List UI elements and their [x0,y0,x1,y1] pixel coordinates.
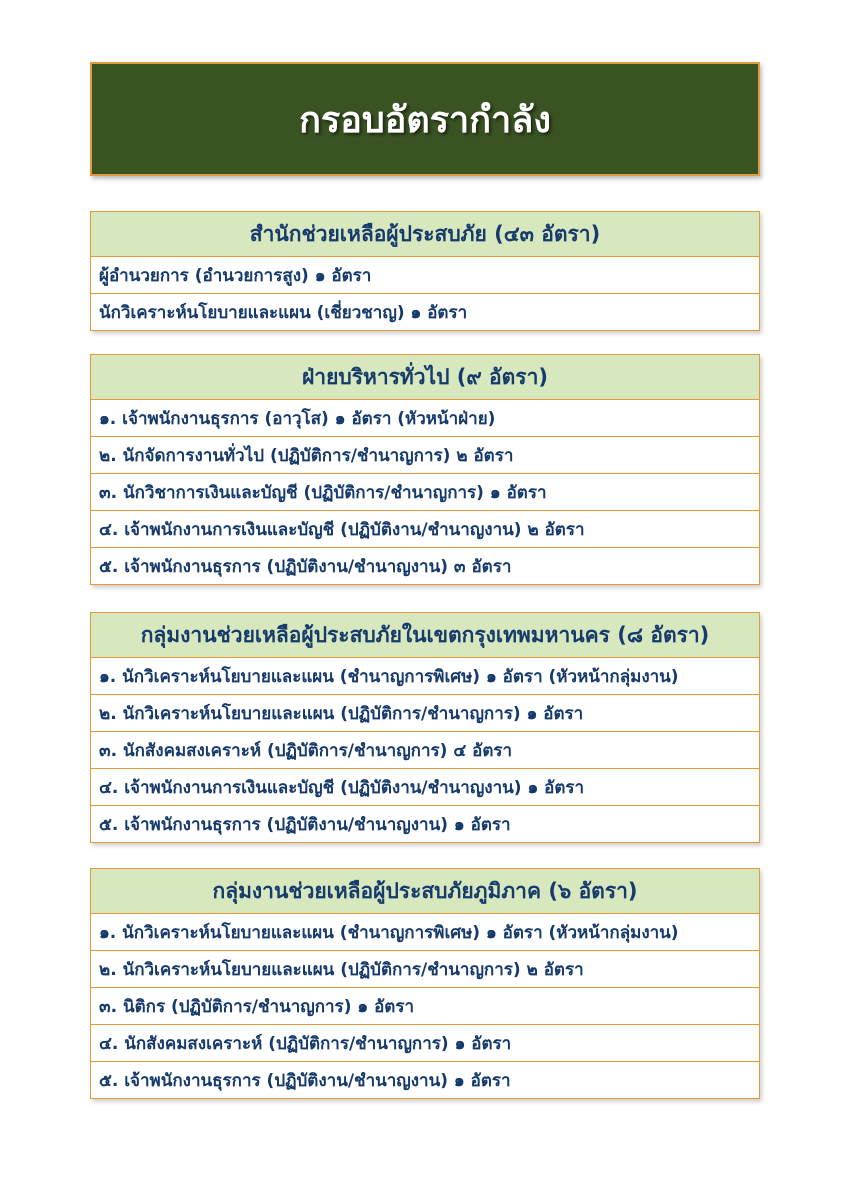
list-item: ๕. เจ้าพนักงานธุรการ (ปฏิบัติงาน/ชำนาญงาน) ๑ อัตรา [99,1070,511,1091]
section-header: ฝ่ายบริหารทั่วไป (๙ อัตรา) [91,355,759,400]
list-item: ๔. นักสังคมสงเคราะห์ (ปฏิบัติการ/ชำนาญการ) ๑ อัตรา [91,1025,759,1062]
section-bureau [90,211,760,331]
list-item: นักวิเคราะห์นโยบายและแผน (เชี่ยวชาญ) ๑ อัตรา [99,302,468,323]
list-item: ๒. นักวิเคราะห์นโยบายและแผน (ปฏิบัติการ/ชำนาญการ) ๒ อัตรา [91,951,759,988]
list-item: ๓. นักวิชาการเงินและบัญชี (ปฏิบัติการ/ชำนาญการ) ๑ อัตรา [91,474,759,511]
list-item: ๔. เจ้าพนักงานการเงินและบัญชี (ปฏิบัติงาน/ชำนาญงาน) ๒ อัตรา [91,511,759,548]
section-header: กลุ่มงานช่วยเหลือผู้ประสบภัยในเขตกรุงเทพมหานคร (๘ อัตรา) [91,613,759,658]
list-item: ๔. เจ้าพนักงานการเงินและบัญชี (ปฏิบัติงาน/ชำนาญงาน) ๑ อัตรา [91,769,759,806]
list-item: ๑. นักวิเคราะห์นโยบายและแผน (ชำนาญการพิเศษ) ๑ อัตรา (หัวหน้ากลุ่มงาน) [91,658,759,695]
list-item: ๑. นักวิเคราะห์นโยบายและแผน (ชำนาญการพิเศษ) ๑ อัตรา (หัวหน้ากลุ่มงาน) [91,914,759,951]
section-regional-group [90,868,760,1099]
list-item: ๒. นักจัดการงานทั่วไป (ปฏิบัติการ/ชำนาญการ) ๒ อัตรา [91,437,759,474]
list-item: ๕. เจ้าพนักงานธุรการ (ปฏิบัติงาน/ชำนาญงาน) ๓ อัตรา [99,556,512,577]
section-bangkok-group [90,612,760,843]
page-title: กรอบอัตรากำลัง [299,99,551,141]
page-title-box [90,62,760,176]
section-header: สำนักช่วยเหลือผู้ประสบภัย (๔๓ อัตรา) [91,212,759,257]
section-header: กลุ่มงานช่วยเหลือผู้ประสบภัยภูมิภาค (๖ อัตรา) [91,869,759,914]
list-item: ๕. เจ้าพนักงานธุรการ (ปฏิบัติงาน/ชำนาญงาน) ๑ อัตรา [99,814,511,835]
list-item: ๓. นิติกร (ปฏิบัติการ/ชำนาญการ) ๑ อัตรา [91,988,759,1025]
list-item: ผู้อำนวยการ (อำนวยการสูง) ๑ อัตรา [91,257,759,294]
section-general-admin [90,354,760,585]
list-item: ๒. นักวิเคราะห์นโยบายและแผน (ปฏิบัติการ/ชำนาญการ) ๑ อัตรา [91,695,759,732]
list-item: ๑. เจ้าพนักงานธุรการ (อาวุโส) ๑ อัตรา (หัวหน้าฝ่าย) [91,400,759,437]
list-item: ๓. นักสังคมสงเคราะห์ (ปฏิบัติการ/ชำนาญการ) ๔ อัตรา [91,732,759,769]
